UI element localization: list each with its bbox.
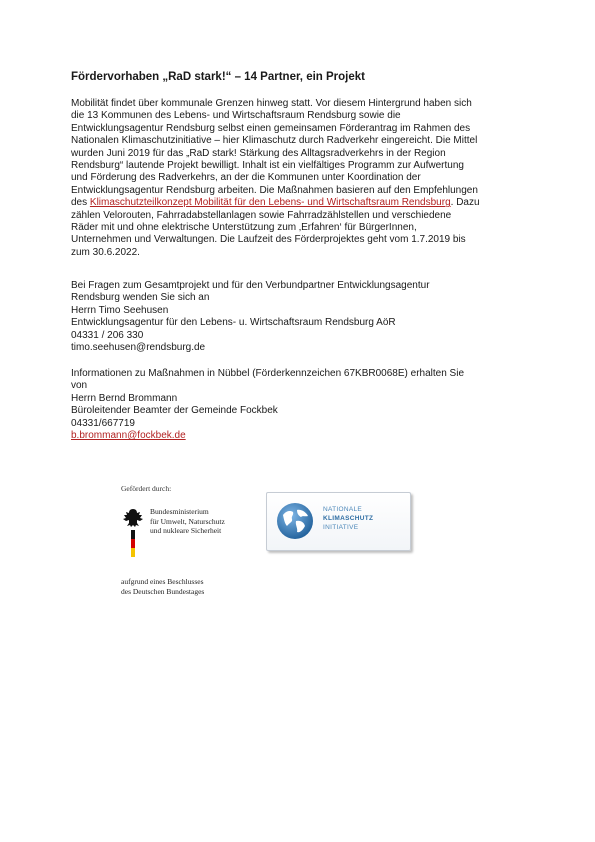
contact-intro-line: Informationen zu Maßnahmen in Nübbel (Förderkennzeichen 67KBR0068E) erhalten Sie	[71, 368, 465, 379]
nki-line: NATIONALE	[323, 506, 363, 513]
contact-email-link[interactable]: b.brommann@fockbek.de	[71, 430, 186, 442]
page-title: Fördervorhaben „RaD stark!“ – 14 Partner, ein Projekt	[71, 71, 365, 83]
contact-intro-line: von	[71, 380, 88, 392]
paragraph-line: zählen Velorouten, Fahrradabstellanlagen sowie Fahrradzählstellen und verschiedene	[71, 209, 452, 221]
nki-line: KLIMASCHUTZ	[323, 515, 374, 522]
link-suffix: . Dazu	[450, 197, 480, 209]
contact-organization: Entwicklungsagentur für den Lebens- u. Wirtschaftsraum Rendsburg AöR	[71, 317, 396, 329]
nki-logo	[266, 492, 411, 551]
ministry-line: Bundesministerium	[150, 507, 209, 516]
contact-email: timo.seehusen@rendsburg.de	[71, 342, 206, 354]
paragraph-line: Entwicklungsagentur Rendsburg selbst einen gemeinsamen Förderantrag im Rahmen des	[71, 122, 471, 134]
contact-email-line	[71, 430, 531, 442]
nki-wordmark	[323, 505, 373, 532]
globe-icon	[275, 501, 315, 541]
nki-line: INITIATIVE	[323, 524, 359, 531]
ministry-line: und nukleare Sicherheit	[150, 526, 222, 536]
paragraph-line: die 13 Kommunen des Lebens- und Wirtschaftsraum Rendsburg sowie die	[71, 110, 401, 122]
paragraph-line: zum 30.6.2022.	[71, 246, 140, 258]
paragraph-line-with-link	[71, 197, 531, 209]
contact-phone: 04331/667719	[71, 417, 135, 429]
contact-phone: 04331 / 206 330	[71, 329, 144, 341]
federal-eagle-icon	[122, 506, 144, 560]
paragraph-line: Rendsburg“ lautende Projekt bewilligt. Inhalt ist ein vielfältiges Programm zur Aufwertung	[71, 160, 464, 172]
paragraph-line: und Förderung des Radverkehrs, an der die Kommunen unter Koordination der	[71, 172, 421, 184]
contact-intro-line: Rendsburg wenden Sie sich an	[71, 292, 210, 304]
paragraph-line: Entwicklungsagentur Rendsburg arbeiten. Die Maßnahmen basieren auf den Empfehlungen	[71, 184, 478, 196]
bmu-funding-logo	[118, 484, 258, 594]
paragraph-line: Unternehmen und Verwaltungen. Die Laufzeit des Förderprojektes geht vom 1.7.2019 bis	[71, 234, 466, 246]
resolution-line: aufgrund eines Beschlusses	[121, 577, 204, 586]
contact-name: Herrn Timo Seehusen	[71, 304, 169, 316]
contact-intro-line: Bei Fragen zum Gesamtprojekt und für den Verbundpartner Entwicklungsagentur	[71, 280, 430, 291]
contact-block-project	[71, 280, 531, 354]
intro-paragraph	[71, 98, 531, 259]
klimaschutzkonzept-link[interactable]: Klimaschutzteilkonzept Mobilität für den Lebens- und Wirtschaftsraum Rendsburg	[89, 197, 451, 209]
paragraph-line: Räder mit und ohne elektrische Unterstützung zum ‚Erfahren‘ für BürgerInnen,	[71, 222, 417, 234]
paragraph-line: wurden Juni 2019 für das „RaD stark! Stärkung des Alltagsradverkehrs in der Region	[71, 147, 446, 159]
link-prefix: des	[71, 197, 90, 209]
ministry-name	[150, 507, 225, 536]
bundestag-resolution	[121, 577, 204, 596]
contact-role: Büroleitender Beamter der Gemeinde Fockbek	[71, 405, 278, 417]
paragraph-line: Mobilität findet über kommunale Grenzen hinweg statt. Vor diesem Hintergrund haben sich	[71, 98, 472, 109]
contact-block-nuebbel	[71, 368, 531, 442]
paragraph-line: Nationalen Klimaschutzinitiative – hier Klimaschutz durch Radverkehr eingereicht. Die Mittel	[71, 135, 478, 147]
funded-by-label: Gefördert durch:	[121, 484, 172, 493]
resolution-line: des Deutschen Bundestages	[121, 586, 205, 596]
ministry-line: für Umwelt, Naturschutz	[150, 516, 225, 526]
contact-name: Herrn Bernd Brommann	[71, 392, 178, 404]
